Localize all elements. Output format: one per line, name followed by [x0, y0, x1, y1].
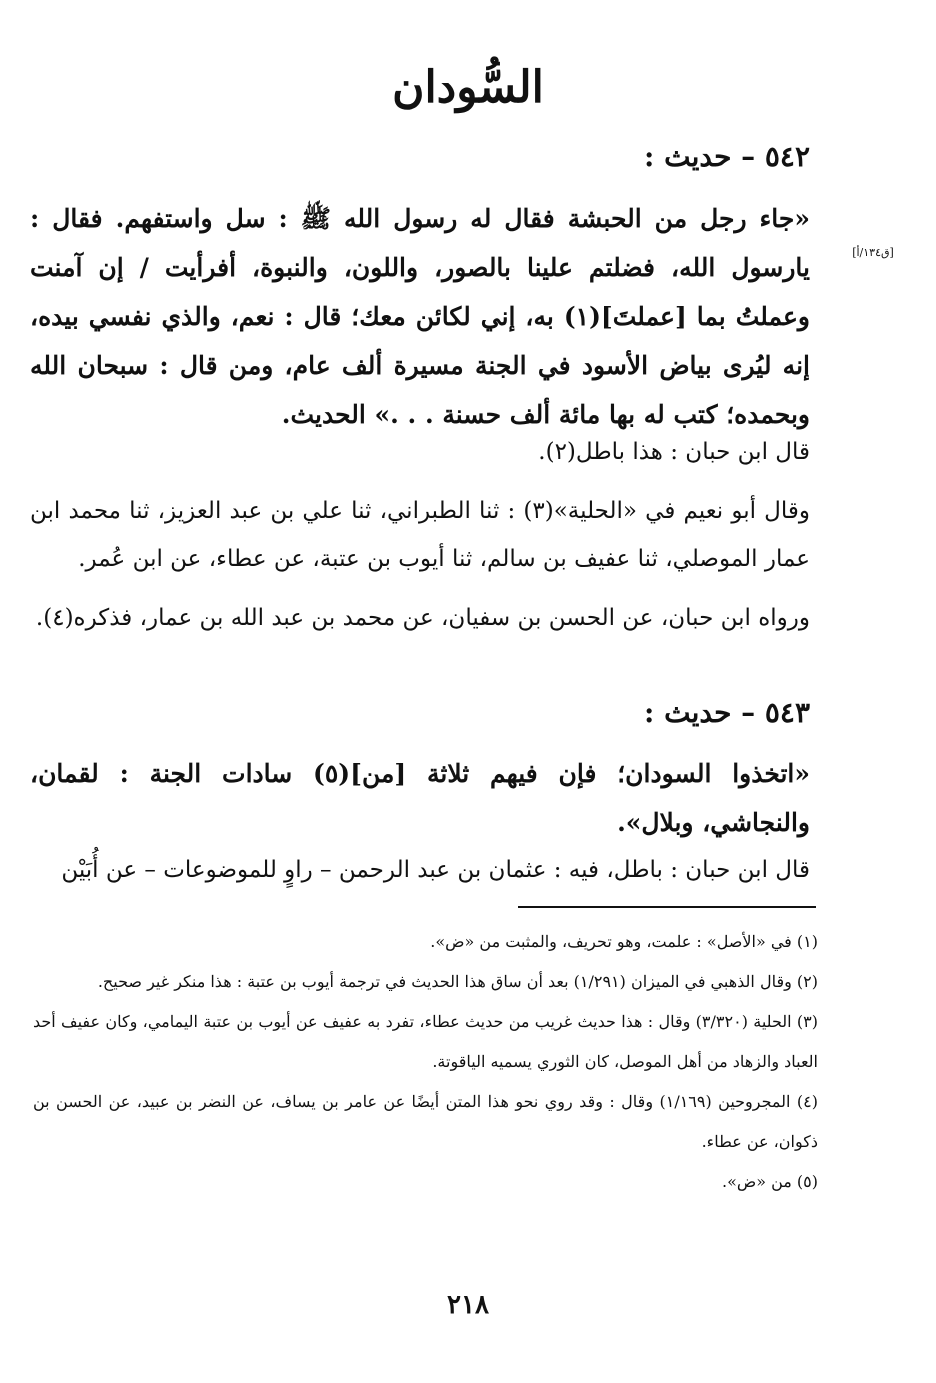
hadith-542-text: «جاء رجل من الحبشة فقال له رسول الله ﷺ : سل واستفهم. فقال : يارسول الله، فضلتم علينا بالصور، واللون، والنبوة، أفرأيت / إن آمنت وعملتُ بما [عملتَ](١) به، إني لكائن معك؛ قال : نعم، والذي نفسي بيده، إنه ليُرى بياض الأسود في الجنة مسيرة ألف عام، ومن قال : سبحان الله وبحمده؛ كتب له بها مائة ألف حسنة . . .» الحديث.: [30, 204, 810, 429]
footnote-2: (٢) وقال الذهبي في الميزان (١/٢٩١) بعد أن ساق هذا الحديث في ترجمة أيوب بن عتبة : هذا منكر غير صحيح.: [97, 972, 818, 991]
hadith-543-ruling: قال ابن حبان : باطل، فيه : عثمان بن عبد الرحمن – راوٍ للموضوعات – عن أُبَيْن: [61, 857, 810, 883]
hadith-542-heading: ٥٤٢ – حديث :: [644, 140, 810, 173]
hadith-543-heading: ٥٤٣ – حديث :: [644, 696, 810, 729]
footnotes: [33, 922, 818, 1202]
footnote-4: (٤) المجروحين (١/١٦٩) وقال : وقد روي نحو هذا المتن أيضًا عن عامر بن يساف، عن النضر بن عبيد، عن الحسن بن ذكوان، عن عطاء.: [33, 1092, 818, 1151]
hadith-542-ruling: قال ابن حبان : هذا باطل(٢).: [538, 439, 810, 465]
page-number: ٢١٨: [447, 1290, 489, 1320]
footnote-1: (١) في «الأصل» : علمت، وهو تحريف، والمثبت من «ض».: [430, 932, 818, 951]
manuscript-folio-ref: [ق١٣٤/أ]: [852, 246, 894, 259]
hadith-543-text: «اتخذوا السودان؛ فإن فيهم ثلاثة [من](٥) سادات الجنة : لقمان، والنجاشي، وبلال».: [30, 759, 811, 837]
hadith-542-narration: ورواه ابن حبان، عن الحسن بن سفيان، عن محمد بن عبد الله بن عمار، فذكره(٤).: [35, 605, 810, 631]
footnote-separator: [518, 906, 816, 908]
hadith-542-chain: وقال أبو نعيم في «الحلية»(٣) : ثنا الطبراني، ثنا علي بن عبد العزيز، ثنا محمد ابن عمار الموصلي، ثنا عفيف بن سالم، ثنا أيوب بن عتبة، عن عطاء، عن ابن عُمر.: [30, 498, 810, 572]
chapter-title: السُّودان: [392, 62, 544, 113]
footnote-3: (٣) الحلية (٣/٣٢٠) وقال : هذا حديث غريب من حديث عطاء، تفرد به عفيف عن أيوب بن عتبة اليمامي، وكان عفيف أحد العباد والزهاد من أهل الموصل، كان الثوري يسميه الياقوتة.: [33, 1012, 818, 1071]
footnote-5: (٥) من «ض».: [721, 1172, 818, 1191]
